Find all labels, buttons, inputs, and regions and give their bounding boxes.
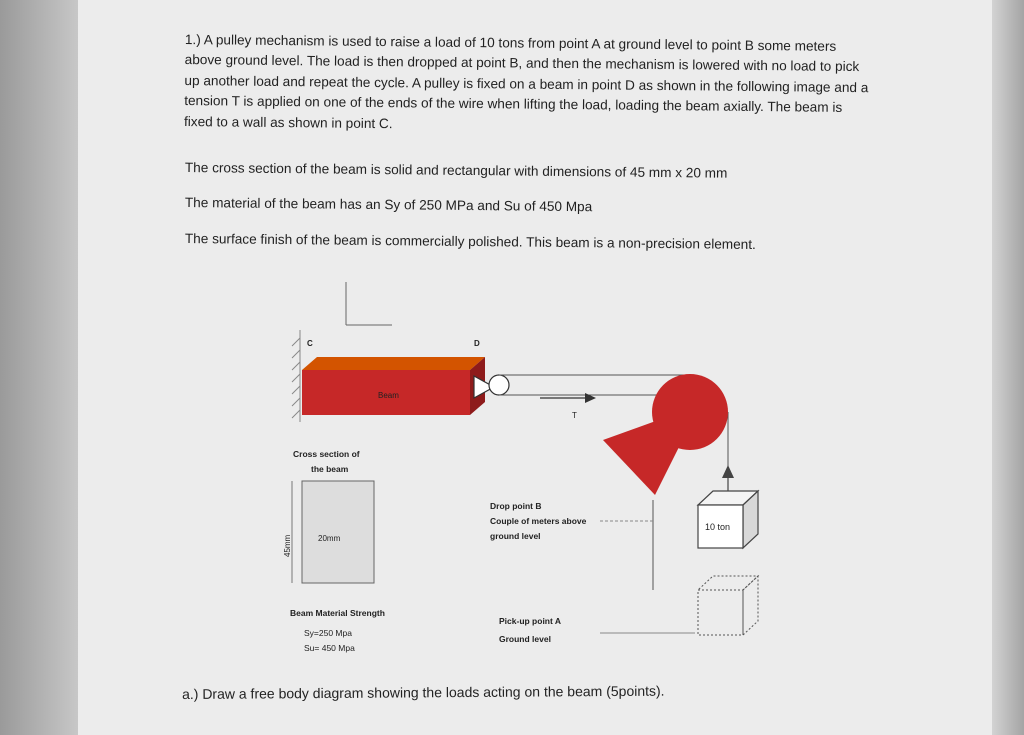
wall <box>292 330 300 422</box>
finish-statement: The surface finish of the beam is commercially polished. This beam is a non-precision element. <box>184 231 756 252</box>
main-pulley <box>603 374 728 495</box>
problem-paragraph: 1.) A pulley mechanism is used to raise a load of 10 tons from point A at ground level to point B some meters above ground level. The load is then dropped at point B, and then the mechanism is lowered with no load to pick up another load and repeat the cycle. A pulley is fixed on a beam in point D as shown in the following image and a tension T is applied on one of the ends of the wire when lifting the load, loading the beam axially. The beam is fixed to a wall as shown in point C. <box>183 31 869 131</box>
width-label: 20mm <box>318 534 341 543</box>
drop-point-label-3: ground level <box>490 531 541 541</box>
cross-section-statement: The cross section of the beam is solid and rectangular with dimensions of 45 mm x 20 mm <box>184 160 728 181</box>
sy-label: Sy=250 Mpa <box>304 628 352 638</box>
drop-point-label-1: Drop point B <box>490 501 542 511</box>
pickup-point-label-2: Ground level <box>499 634 551 644</box>
tension-label: T <box>572 411 577 420</box>
pickup-point-label-1: Pick-up point A <box>499 616 562 626</box>
cross-section-drawing <box>292 481 374 583</box>
height-label: 45mm <box>283 534 292 557</box>
beam <box>302 357 485 415</box>
ghost-load-box <box>698 576 758 635</box>
cross-section-title-1: Cross section of <box>293 449 360 459</box>
load-label: 10 ton <box>705 522 731 532</box>
cross-section-title-2: the beam <box>311 464 349 474</box>
strength-title: Beam Material Strength <box>290 608 385 618</box>
point-c-label: C <box>307 339 313 348</box>
load-box <box>698 491 758 548</box>
axis-marker <box>346 282 392 325</box>
material-statement: The material of the beam has an Sy of 250 MPa and Su of 450 Mpa <box>184 195 593 215</box>
drop-point-label-2: Couple of meters above <box>490 516 587 526</box>
point-d-label: D <box>474 339 480 348</box>
beam-label: Beam <box>378 391 399 400</box>
question-a: a.) Draw a free body diagram showing the loads acting on the beam (5points). <box>182 682 665 702</box>
su-label: Su= 450 Mpa <box>304 643 355 653</box>
